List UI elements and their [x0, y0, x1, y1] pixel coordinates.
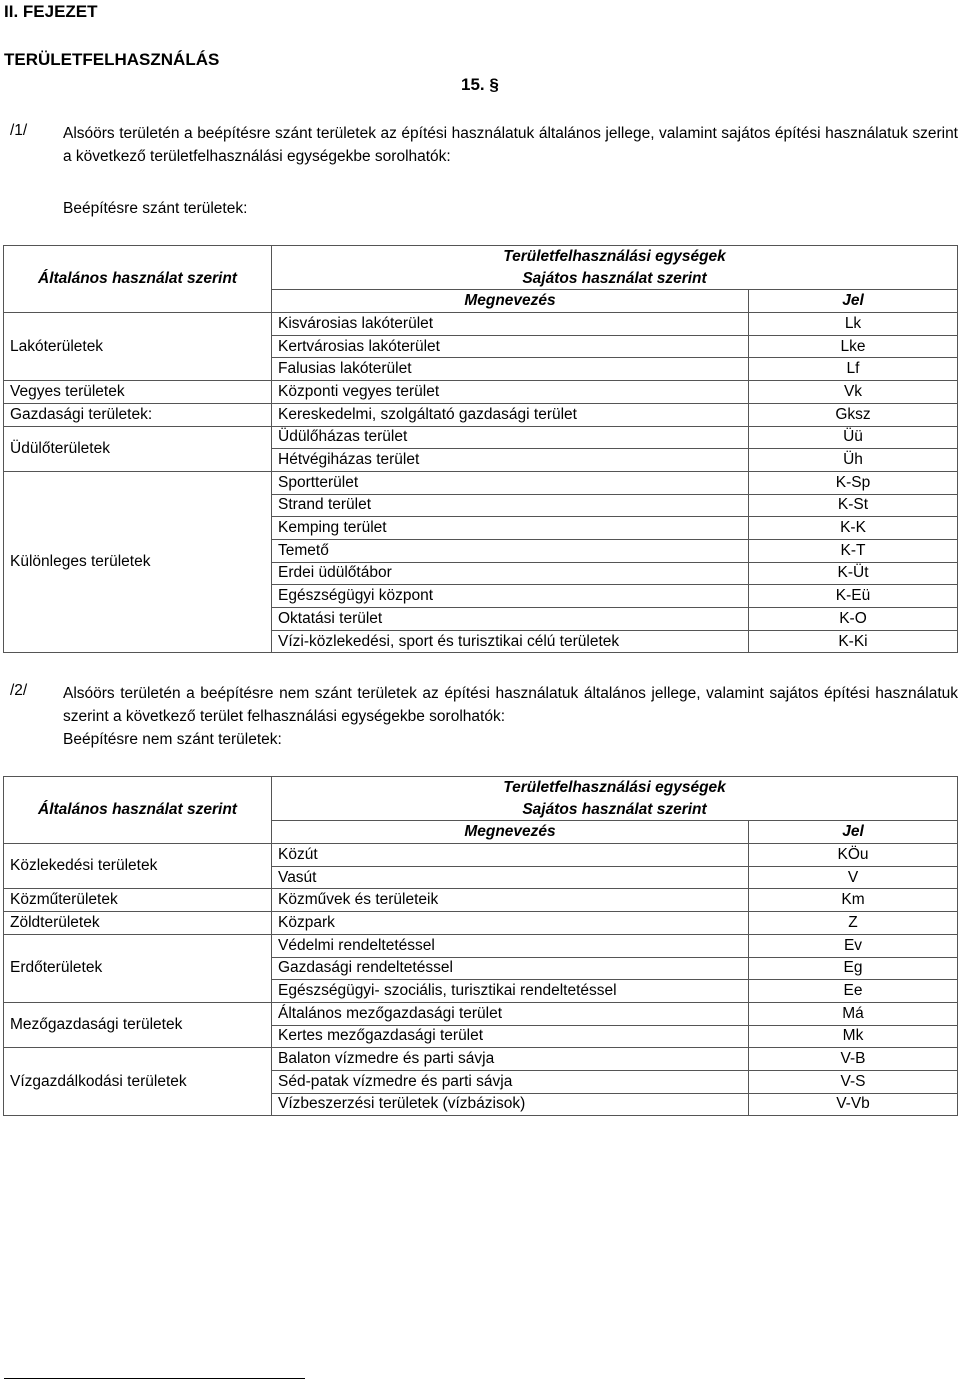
- header-code: Jel: [749, 290, 958, 313]
- chapter-heading: II. FEJEZET: [4, 2, 98, 21]
- land-use-name-cell: Balaton vízmedre és parti sávja: [272, 1048, 749, 1071]
- land-use-code-cell: Lk: [749, 313, 958, 336]
- paragraph2-label: /2/: [10, 682, 28, 699]
- header-name: Megnevezés: [272, 821, 749, 844]
- land-use-code-cell: Lf: [749, 358, 958, 381]
- land-use-code-cell: K-St: [749, 494, 958, 517]
- land-use-code-cell: Üh: [749, 449, 958, 472]
- table-row: [4, 912, 958, 935]
- land-use-code-cell: Eg: [749, 957, 958, 980]
- land-use-name-cell: Kertvárosias lakóterület: [272, 335, 749, 358]
- paragraph1-subheading: Beépítésre szánt területek:: [63, 200, 248, 217]
- header-general-use: Általános használat szerint: [4, 777, 272, 844]
- land-use-name-cell: Hétvégiházas terület: [272, 449, 749, 472]
- land-use-name-cell: Védelmi rendeltetéssel: [272, 934, 749, 957]
- land-use-code-cell: K-Sp: [749, 471, 958, 494]
- land-use-code-cell: KÖu: [749, 844, 958, 867]
- land-use-code-cell: K-Eü: [749, 585, 958, 608]
- general-use-cell: Erdőterületek: [4, 934, 272, 1002]
- paragraph2-subheading: Beépítésre nem szánt területek:: [63, 731, 282, 748]
- land-use-name-cell: Temető: [272, 539, 749, 562]
- land-use-name-cell: Vízi-közlekedési, sport és turisztikai célú területek: [272, 630, 749, 653]
- land-use-name-cell: Egészségügyi központ: [272, 585, 749, 608]
- land-use-code-cell: Má: [749, 1002, 958, 1025]
- table-body: [4, 844, 958, 1116]
- table-row: [4, 934, 958, 957]
- general-use-cell: Vegyes területek: [4, 381, 272, 404]
- general-use-cell: Vízgazdálkodási területek: [4, 1048, 272, 1116]
- land-use-code-cell: V-Vb: [749, 1093, 958, 1116]
- land-use-code-cell: Üü: [749, 426, 958, 449]
- header-code: Jel: [749, 821, 958, 844]
- land-use-code-cell: Gksz: [749, 403, 958, 426]
- general-use-cell: Lakóterületek: [4, 313, 272, 381]
- table-row: [4, 471, 958, 494]
- table-row: [4, 889, 958, 912]
- table-header: [4, 777, 958, 844]
- land-use-name-cell: Közpark: [272, 912, 749, 935]
- table-header: [4, 246, 958, 313]
- land-use-name-cell: Oktatási terület: [272, 608, 749, 631]
- paragraph1-label: /1/: [10, 122, 28, 139]
- table-row: [4, 1048, 958, 1071]
- land-use-code-cell: K-K: [749, 517, 958, 540]
- land-use-name-cell: Központi vegyes terület: [272, 381, 749, 404]
- land-use-name-cell: Falusias lakóterület: [272, 358, 749, 381]
- land-use-code-cell: K-Üt: [749, 562, 958, 585]
- general-use-cell: Mezőgazdasági területek: [4, 1002, 272, 1047]
- land-use-name-cell: Üdülőházas terület: [272, 426, 749, 449]
- land-use-name-cell: Általános mezőgazdasági terület: [272, 1002, 749, 1025]
- land-use-name-cell: Kemping terület: [272, 517, 749, 540]
- land-use-name-cell: Közút: [272, 844, 749, 867]
- table-row: [4, 1002, 958, 1025]
- land-use-name-cell: Gazdasági rendeltetéssel: [272, 957, 749, 980]
- land-use-name-cell: Sportterület: [272, 471, 749, 494]
- table-row: [4, 844, 958, 867]
- land-use-code-cell: Ee: [749, 980, 958, 1003]
- table-row: [4, 426, 958, 449]
- land-use-name-cell: Közművek és területeik: [272, 889, 749, 912]
- built-up-land-use-table: [3, 245, 958, 653]
- header-general-use: Általános használat szerint: [4, 246, 272, 313]
- land-use-code-cell: Lke: [749, 335, 958, 358]
- land-use-name-cell: Kertes mezőgazdasági terület: [272, 1025, 749, 1048]
- general-use-cell: Közlekedési területek: [4, 844, 272, 889]
- land-use-name-cell: Vasút: [272, 866, 749, 889]
- land-use-code-cell: V-B: [749, 1048, 958, 1071]
- header-specific-use: Sajátos használat szerint: [272, 799, 958, 821]
- header-land-use-units: Területfelhasználási egységek: [272, 777, 958, 799]
- non-built-up-land-use-table: [3, 776, 958, 1116]
- land-use-code-cell: Km: [749, 889, 958, 912]
- land-use-name-cell: Séd-patak vízmedre és parti sávja: [272, 1070, 749, 1093]
- paragraph2-body: Alsóörs területén a beépítésre nem szánt területek az építési használatuk általános jellege, valamint sajátos építési használatuk szerint a következő terület felhasználási egységekbe sorolhatók:: [63, 685, 958, 725]
- general-use-cell: Közműterületek: [4, 889, 272, 912]
- land-use-name-cell: Egészségügyi- szociális, turisztikai rendeltetéssel: [272, 980, 749, 1003]
- general-use-cell: Különleges területek: [4, 471, 272, 653]
- land-use-code-cell: K-O: [749, 608, 958, 631]
- land-use-name-cell: Strand terület: [272, 494, 749, 517]
- land-use-code-cell: Vk: [749, 381, 958, 404]
- land-use-name-cell: Kereskedelmi, szolgáltató gazdasági terület: [272, 403, 749, 426]
- paragraph1-text: Alsóörs területén a beépítésre szánt területek az építési használatuk általános jellege, valamint sajátos építési használatuk szerint a következő területfelhasználási egységekbe sorolhatók:: [63, 125, 958, 165]
- land-use-code-cell: K-T: [749, 539, 958, 562]
- footnote-divider: [4, 1378, 305, 1379]
- header-specific-use: Sajátos használat szerint: [272, 268, 958, 290]
- table-row: [4, 313, 958, 336]
- land-use-name-cell: Kisvárosias lakóterület: [272, 313, 749, 336]
- table-row: [4, 403, 958, 426]
- paragraph2-text: [63, 682, 958, 751]
- land-use-code-cell: Ev: [749, 934, 958, 957]
- paragraph-number: 15. §: [461, 75, 499, 94]
- general-use-cell: Üdülőterületek: [4, 426, 272, 471]
- land-use-code-cell: Mk: [749, 1025, 958, 1048]
- general-use-cell: Gazdasági területek:: [4, 403, 272, 426]
- land-use-name-cell: Erdei üdülőtábor: [272, 562, 749, 585]
- land-use-code-cell: V: [749, 866, 958, 889]
- land-use-code-cell: V-S: [749, 1070, 958, 1093]
- section-title: TERÜLETFELHASZNÁLÁS: [4, 50, 220, 69]
- header-land-use-units: Területfelhasználási egységek: [272, 246, 958, 268]
- header-name: Megnevezés: [272, 290, 749, 313]
- land-use-code-cell: Z: [749, 912, 958, 935]
- table-row: [4, 381, 958, 404]
- land-use-name-cell: Vízbeszerzési területek (vízbázisok): [272, 1093, 749, 1116]
- general-use-cell: Zöldterületek: [4, 912, 272, 935]
- land-use-code-cell: K-Ki: [749, 630, 958, 653]
- table-body: [4, 313, 958, 653]
